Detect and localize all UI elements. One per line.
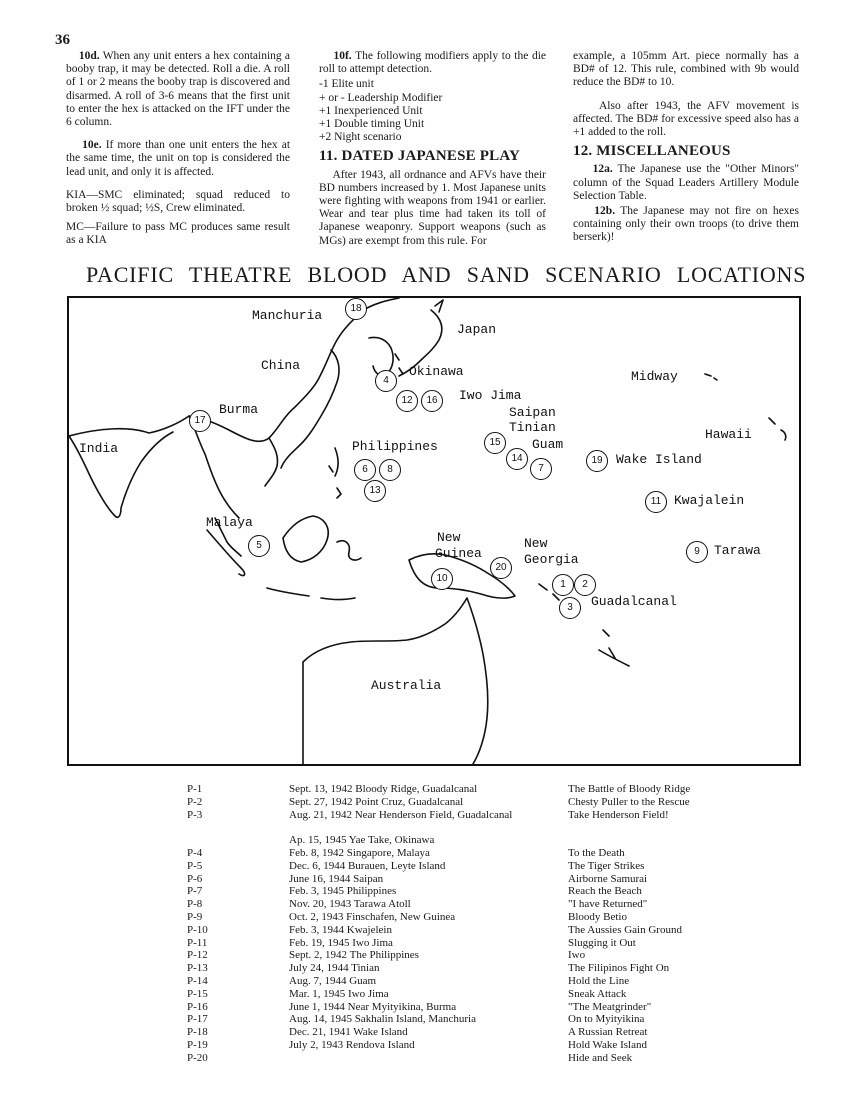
rule-10f [319, 50, 546, 76]
philippines-islands [329, 448, 341, 498]
spacer [568, 821, 690, 834]
label-kwajalein: Kwajalein [674, 493, 745, 508]
hawaii-islands [769, 418, 786, 440]
scenario-title: Sneak Attack [568, 987, 627, 1000]
scenario-title: Take Henderson Field! [568, 808, 669, 821]
label-new-georgia-line1: New [524, 536, 548, 551]
label-india: India [79, 441, 119, 456]
scenario-marker-2: 2 [574, 574, 596, 596]
scenario-marker-13: 13 [364, 480, 386, 502]
scenario-title: Hold Wake Island [568, 1038, 647, 1051]
section-heading-12: 12. MISCELLANEOUS [573, 143, 731, 160]
scenario-info: Feb. 3, 1945 Philippines [289, 885, 397, 898]
rule-12b-head: 12b. [594, 205, 616, 218]
label-manchuria: Manchuria [252, 308, 323, 323]
label-hawaii: Hawaii [705, 427, 752, 442]
label-guam: Guam [532, 437, 564, 452]
scenario-code: P-14 [187, 974, 208, 987]
label-iwo-jima: Iwo Jima [459, 388, 522, 403]
java [267, 588, 355, 600]
scenario-marker-14: 14 [506, 448, 528, 470]
rule-12a [573, 163, 799, 203]
label-burma: Burma [219, 402, 259, 417]
scenario-info: Oct. 2, 1943 Finschafen, New Guinea [289, 910, 456, 923]
scenario-title: Iwo [568, 949, 586, 962]
rule-continued: example, a 105mm Art. piece normally has a BD# of 12. This rule, combined with 9b would reduce the BD# to 10. [573, 50, 799, 89]
scenario-code: P-5 [187, 859, 203, 872]
scenario-code: P-13 [187, 962, 208, 975]
column-3 [573, 50, 799, 251]
scenario-code: P-11 [187, 936, 208, 949]
scenario-info: July 24, 1944 Tinian [289, 962, 380, 975]
scenario-code: P-20 [187, 1051, 208, 1064]
spacer [568, 834, 690, 847]
modifier-item: +1 Inexperienced Unit [319, 104, 423, 117]
afv-rule-text: Also after 1943, the AFV movement is affected. The BD# for excessive speed also has a +1 added to the roll. [573, 99, 800, 139]
scenario-marker-11: 11 [645, 491, 667, 513]
scenario-title: On to Myityikina [568, 1013, 645, 1026]
scenario-marker-5: 5 [248, 535, 270, 557]
rule-10d [66, 50, 290, 129]
okinawa-mark [395, 354, 403, 374]
sumatra [207, 530, 245, 576]
scenario-marker-17: 17 [189, 410, 211, 432]
rule-10d-body: When any unit enters a hex containing a booby trap, it may be detected. Roll a die. A roll of 1 or 2 means the booby trap is discovered and disarmed. A roll of 3-6 means that the first unit to enter the hex is attacked on the IFT under the 6 column. [66, 50, 290, 129]
modifier-item: +2 Night scenario [319, 131, 402, 144]
rule-12a-head: 12a. [592, 163, 613, 176]
label-australia: Australia [371, 678, 442, 693]
scenario-info: July 2, 1943 Rendova Island [289, 1038, 415, 1051]
scenario-marker-3: 3 [559, 597, 581, 619]
scenario-marker-15: 15 [484, 432, 506, 454]
scenario-code: P-19 [187, 1038, 208, 1051]
label-philippines: Philippines [352, 439, 438, 454]
borneo [283, 516, 328, 562]
label-saipan: Saipan [509, 405, 556, 420]
afv-rule [573, 100, 799, 140]
scenario-info: Sept. 2, 1942 The Philippines [289, 949, 419, 962]
scenario-code: P-9 [187, 910, 203, 923]
scenario-code: P-12 [187, 949, 208, 962]
rule-11-text: After 1943, all ordnance and AFVs have their BD numbers increased by 1. Most Japanese units were fighting with weapons from 1941 or earlier. Wear and tear plus time had taken its toll of Japanese weaponry. Support weapons (such as MGs) are exempt from this rule. For [319, 168, 546, 247]
scenario-marker-6: 6 [354, 459, 376, 481]
label-new-georgia-line2: Georgia [524, 552, 579, 567]
scenario-code: P-3 [187, 808, 203, 821]
label-japan: Japan [457, 322, 497, 337]
label-malaya: Malaya [206, 515, 253, 530]
pacific-map [67, 296, 801, 766]
rule-10e-head: 10e. [82, 139, 102, 152]
scenario-info: Nov. 20, 1943 Tarawa Atoll [289, 898, 411, 911]
scenario-title: To the Death [568, 846, 625, 859]
label-midway: Midway [631, 369, 678, 384]
scenario-code: P-2 [187, 795, 203, 808]
scenario-info-column [289, 783, 517, 1052]
scenario-code: P-10 [187, 923, 208, 936]
scenario-title: "I have Returned" [568, 898, 648, 911]
rule-10e [66, 139, 290, 179]
scenario-title: Slugging it Out [568, 936, 636, 949]
scenario-code: P-18 [187, 1026, 208, 1039]
scenario-info: Feb. 3, 1944 Kwajelein [289, 923, 392, 936]
scenario-code: P-7 [187, 885, 203, 898]
scenario-marker-1: 1 [552, 574, 574, 596]
modifier-item: + or - Leadership Modifier [319, 91, 443, 104]
spacer [187, 821, 208, 834]
celebes [337, 541, 361, 560]
rule-10d-head: 10d. [78, 50, 100, 62]
rule-12b-body: The Japanese may not fire on hexes containing only their own troops (to drive them berserk)! [573, 205, 800, 244]
column-2 [319, 50, 546, 254]
spacer [187, 834, 208, 847]
section-heading-11: 11. DATED JAPANESE PLAY [319, 148, 521, 165]
scenario-info: Dec. 21, 1941 Wake Island [289, 1026, 408, 1039]
scenario-title: Hide and Seek [568, 1051, 633, 1064]
scenario-info: Sept. 13, 1942 Bloody Ridge, Guadalcanal [289, 783, 478, 795]
rule-10e-body: If more than one unit enters the hex at the same time, the unit on top is considered the lead unit, and only it is affected. [66, 139, 291, 178]
modifier-item: +1 Double timing Unit [319, 118, 425, 131]
rule-10f-head: 10f. [333, 50, 352, 62]
scenario-marker-8: 8 [379, 459, 401, 481]
scenario-title: Bloody Betio [568, 910, 627, 923]
rule-12b [573, 205, 799, 245]
scenario-title: The Aussies Gain Ground [568, 923, 682, 936]
kia-definition: KIA—SMC eliminated; squad reduced to broken ½ squad; ½S, Crew eliminated. [66, 188, 290, 215]
scenario-title: A Russian Retreat [568, 1026, 648, 1039]
scenario-marker-10: 10 [431, 568, 453, 590]
asia-coastline [69, 298, 399, 441]
scenario-code: P-4 [187, 846, 203, 859]
scenario-title: Hold the Line [568, 974, 630, 987]
rule-10f-body: The following modifiers apply to the die roll to attempt detection. [319, 50, 547, 76]
page-number: 36 [55, 32, 70, 48]
scenario-code: P-15 [187, 987, 208, 1000]
scenario-marker-18: 18 [345, 298, 367, 320]
scenario-code: P-17 [187, 1013, 208, 1026]
scenario-titles-column [568, 783, 690, 1065]
scenario-info: June 1, 1944 Near Myityikina, Burma [289, 1000, 457, 1013]
label-guadalcanal: Guadalcanal [591, 594, 677, 609]
scenario-info: Feb. 8, 1942 Singapore, Malaya [289, 846, 430, 859]
scenario-info: Mar. 1, 1945 Iwo Jima [289, 987, 389, 1000]
scenario-code: P-16 [187, 1000, 208, 1013]
scenario-marker-7: 7 [530, 458, 552, 480]
scenario-info: Feb. 19, 1945 Iwo Jima [289, 936, 393, 949]
label-new-guinea-line1: New [437, 530, 461, 545]
scenario-title: Airborne Samurai [568, 872, 648, 885]
scenario-info: June 16, 1944 Saipan [289, 872, 384, 885]
map-banner-title: PACIFIC THEATRE BLOOD AND SAND SCENARIO LOCATIONS [86, 262, 807, 287]
rule-12a-body: The Japanese use the "Other Minors" column of the Squad Leaders Artillery Module Selection Table. [573, 163, 799, 202]
scenario-info: Dec. 6, 1944 Burauen, Leyte Island [289, 859, 446, 872]
scenario-title: The Battle of Bloody Ridge [568, 783, 691, 795]
scenario-info: Aug. 7, 1944 Guam [289, 974, 377, 987]
scenario-marker-4: 4 [375, 370, 397, 392]
label-tarawa: Tarawa [714, 543, 761, 558]
scenario-title: Chesty Puller to the Rescue [568, 795, 690, 808]
scenario-code: P-6 [187, 872, 203, 885]
spacer [289, 821, 517, 834]
scenario-title: "The Meatgrinder" [568, 1000, 652, 1013]
scenario-marker-9: 9 [686, 541, 708, 563]
scenario-code: P-8 [187, 898, 203, 911]
label-new-guinea-line2: Guinea [435, 546, 482, 561]
scenario-marker-12: 12 [396, 390, 418, 412]
scenario-code: P-1 [187, 783, 203, 795]
modifier-item: -1 Elite unit [319, 78, 374, 91]
label-wake-island: Wake Island [616, 452, 702, 467]
scenario-marker-19: 19 [586, 450, 608, 472]
scenario-title: The Filipinos Fight On [568, 962, 670, 975]
label-china: China [261, 358, 301, 373]
label-okinawa: Okinawa [409, 364, 464, 379]
scenario-title: Reach the Beach [568, 885, 642, 898]
scenario-info: Ap. 15, 1945 Yae Take, Okinawa [289, 834, 435, 847]
scenario-title: The Tiger Strikes [568, 859, 645, 872]
scenario-info: Sept. 27, 1942 Point Cruz, Guadalcanal [289, 795, 464, 808]
scenario-info: Aug. 14, 1945 Sakhalin Island, Manchuria [289, 1013, 476, 1026]
label-tinian: Tinian [509, 420, 556, 435]
scenario-marker-20: 20 [490, 557, 512, 579]
column-1 [66, 50, 290, 254]
rule-11-body [319, 169, 546, 248]
scenario-codes-column [187, 783, 208, 1065]
mc-definition: MC—Failure to pass MC produces same result as a KIA [66, 221, 290, 247]
scenario-marker-16: 16 [421, 390, 443, 412]
scenario-info: Aug. 21, 1942 Near Henderson Field, Guadalcanal [289, 808, 513, 821]
midway-dots [705, 374, 717, 380]
